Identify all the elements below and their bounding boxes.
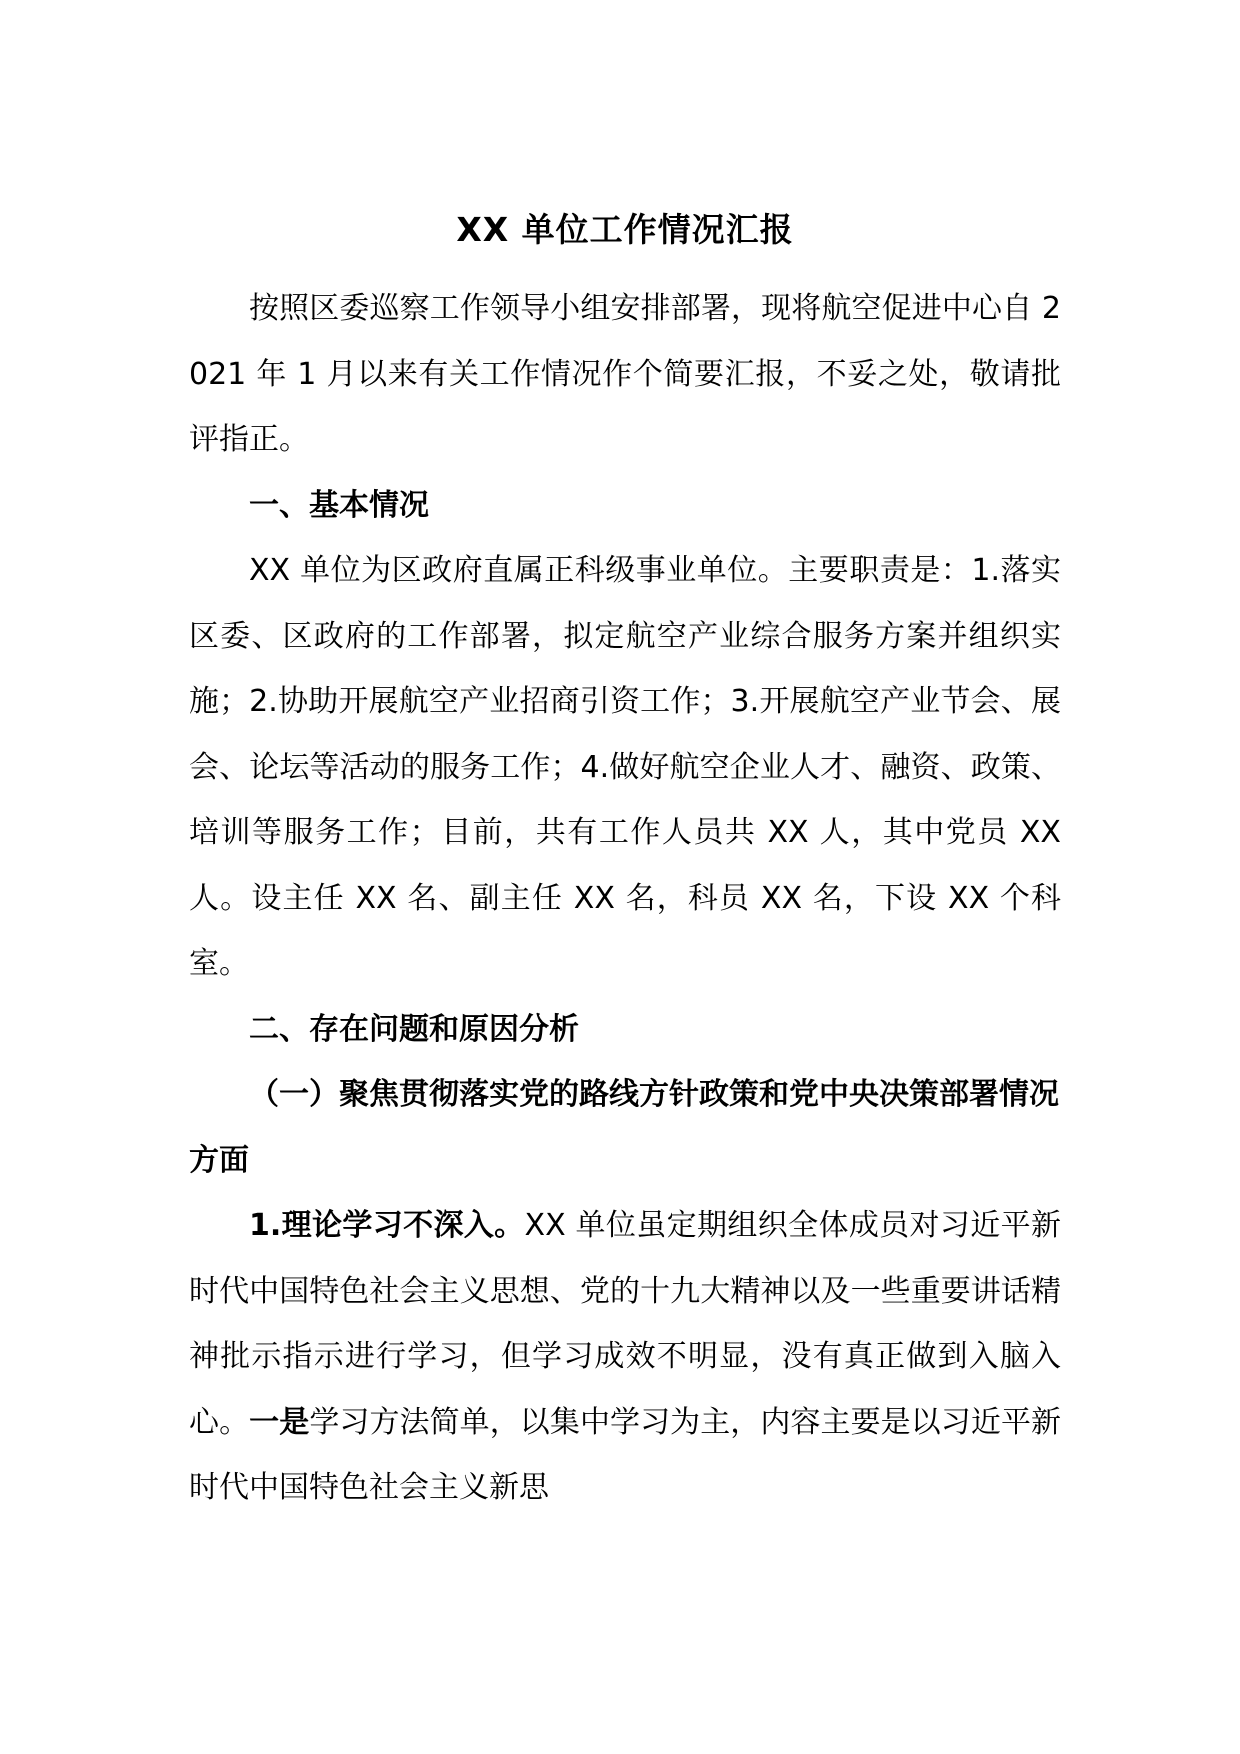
section-1-body: XX 单位为区政府直属正科级事业单位。主要职责是：1.落实区委、区政府的工作部署，拟定航空产业综合服务方案并组织实施；2.协助开展航空产业招商引资工作；3.开展航空产业节会、展会、论坛等活动的服务工作；4.做好航空企业人才、融资、政策、培训等服务工作；目前，共有工作人员共 XX 人，其中党员 XX 人。设主任 XX 名、副主任 XX 名，科员 XX 名，下设 XX 个科室。: [189, 553, 1061, 981]
point-1-text: 学习方法简单，以集中学习为主，内容主要是以习近平新时代中国特色社会主义新思: [189, 1404, 1062, 1505]
intro-paragraph: 按照区委巡察工作领导小组安排部署，现将航空促进中心自 2021 年 1 月以来有关工作情况作个简要汇报，不妥之处，敬请批评指正。: [189, 291, 1061, 457]
section-2-subheading-1: （一）聚焦贯彻落实党的路线方针政策和党中央决策部署情况方面: [189, 1077, 1059, 1178]
item-1-lead: 1.理论学习不深入。: [249, 1208, 525, 1243]
document-content: [189, 205, 1061, 1521]
item-1-text: XX 单位虽定期组织全体成员对习近平新时代中国特色社会主义思想、党的十九大精神以及一些重要讲话精神批示指示进行学习，但学习成效不明显，没有真正做到入脑入心。: [189, 1208, 1061, 1440]
point-1-lead: 一是: [249, 1404, 310, 1440]
item-1-paragraph: [189, 1193, 1061, 1521]
section-1-heading: 一、基本情况: [249, 487, 429, 523]
section-2-heading: 二、存在问题和原因分析: [249, 1011, 579, 1047]
document-title: XX 单位工作情况汇报: [456, 210, 794, 249]
